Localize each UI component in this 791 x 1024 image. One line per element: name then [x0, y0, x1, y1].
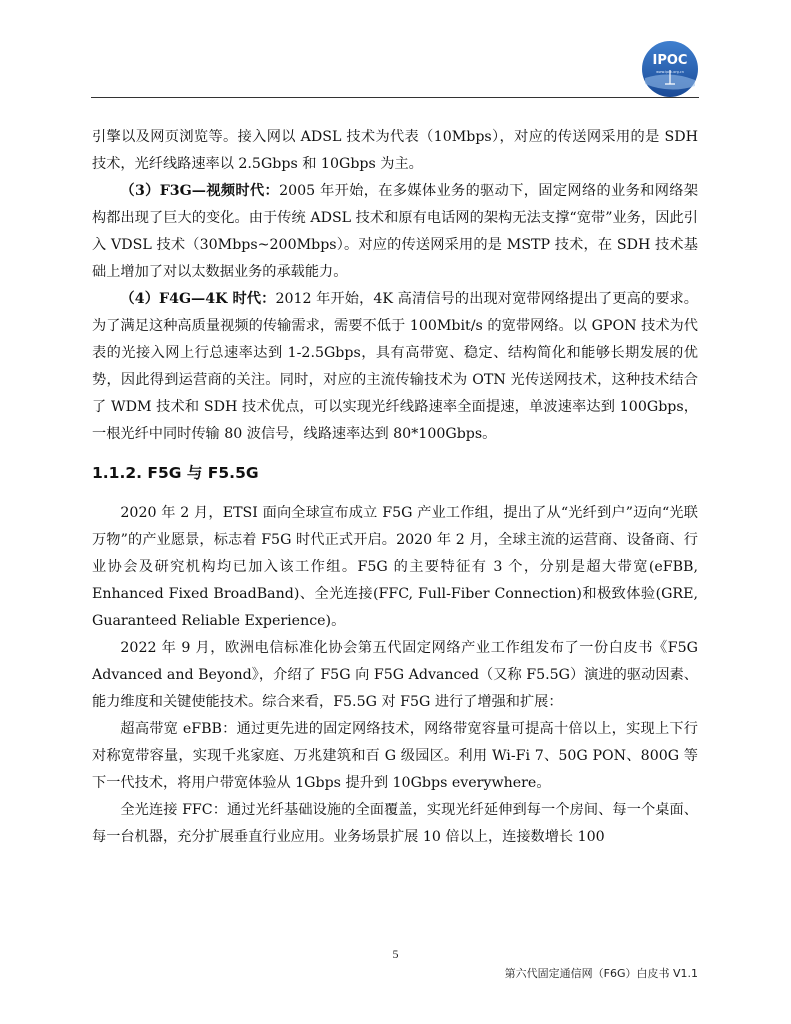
ipoc-logo	[641, 40, 699, 98]
paragraph-f5g: 2020 年 2 月，ETSI 面向全球宣布成立 F5G 产业工作组，提出了从“光纤到户”迈向“光联万物”的产业愿景，标志着 F5G 时代正式开启。2020 年 2 月，全球主流的运营商、设备商、行业协会及研究机构均已加入该工作组。F5G 的主要特征有 3 个，分别是超大带宽(eFBB, Enhanced Fixed BroadBand)、全光连接(FFC, Full-Fiber Connection)和极致体验(GRE, Guaranteed Reliable Experience)。	[92, 505, 698, 629]
page-content	[92, 124, 698, 851]
f3g-label: （3）F3G—视频时代：	[120, 183, 280, 199]
paragraph-f3g	[92, 178, 698, 286]
header-rule	[91, 97, 699, 98]
section-heading: 1.1.2. F5G 与 F5.5G	[92, 464, 259, 482]
f4g-text: 2012 年开始，4K 高清信号的出现对宽带网络提出了更高的要求。为了满足这种高质量视频的传输需求，需要不低于 100Mbit/s 的宽带网络。以 GPON 技术为代表的光接入网上行总速率达到 1-2.5Gbps，具有高带宽、稳定、结构简化和能够长期发展的优势，因此得到运营商的关注。同时，对应的主流传输技术为 OTN 光传送网技术，这种技术结合了 WDM 技术和 SDH 技术优点，可以实现光纤线路速率全面提速，单波速率达到 100Gbps，一根光纤中同时传输 80 波信号，线路速率达到 80*100Gbps。	[92, 291, 698, 442]
paragraph-efbb: 超高带宽 eFBB：通过更先进的固定网络技术，网络带宽容量可提高十倍以上，实现上下行对称宽带容量，实现千兆家庭、万兆建筑和百 G 级园区。利用 Wi-Fi 7、50G PON、800G 等下一代技术，将用户带宽体验从 1Gbps 提升到 10Gbps everywhere。	[92, 721, 698, 791]
paragraph-f55g: 2022 年 9 月，欧洲电信标准化协会第五代固定网络产业工作组发布了一份白皮书《F5G Advanced and Beyond》，介绍了 F5G 向 F5G Advanced（又称 F5.5G）演进的驱动因素、能力维度和关键使能技术。综合来看，F5.5G 对 F5G 进行了增强和扩展：	[92, 640, 698, 710]
page-number: 5	[392, 947, 399, 961]
footer-doc-title: 第六代固定通信网（F6G）白皮书 V1.1	[504, 967, 698, 980]
logo-tagline: www.ipoc.org.cn	[656, 70, 684, 74]
f3g-text: 2005 年开始，在多媒体业务的驱动下，固定网络的业务和网络架构都出现了巨大的变化。由于传统 ADSL 技术和原有电话网的架构无法支撑“宽带”业务，因此引入 VDSL 技术（30Mbps~200Mbps）。对应的传送网采用的是 MSTP 技术，在 SDH 技术基础上增加了对以太数据业务的承载能力。	[92, 183, 699, 280]
f4g-label: （4）F4G—4K 时代：	[120, 291, 276, 307]
paragraph-f4g	[92, 286, 698, 448]
paragraph-ffc: 全光连接 FFC：通过光纤基础设施的全面覆盖，实现光纤延伸到每一个房间、每一个桌面、每一台机器，充分扩展垂直行业应用。业务场景扩展 10 倍以上，连接数增长 100	[92, 802, 698, 845]
paragraph-adsl: 引擎以及网页浏览等。接入网以 ADSL 技术为代表（10Mbps），对应的传送网采用的是 SDH 技术，光纤线路速率以 2.5Gbps 和 10Gbps 为主。	[92, 129, 698, 172]
logo-text: IPOC	[652, 53, 688, 68]
